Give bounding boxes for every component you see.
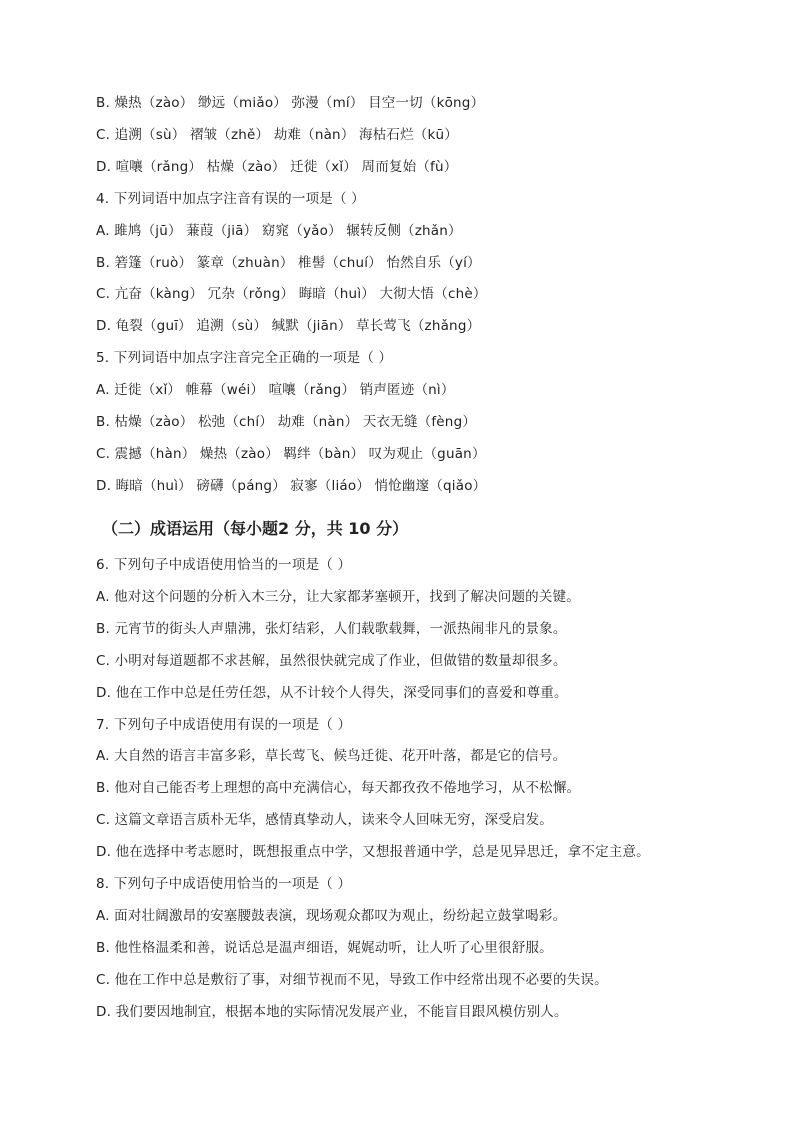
option-line: B. 他对自己能否考上理想的高中充满信心，每天都孜孜不倦地学习，从不松懈。 bbox=[96, 780, 581, 796]
option-line: A. 雎鸠（jū） 蒹葭（jiā） 窈窕（yǎo） 辗转反侧（zhǎn） bbox=[96, 223, 462, 239]
option-line: D. 他在工作中总是任劳任怨，从不计较个人得失，深受同事们的喜爱和尊重。 bbox=[96, 685, 568, 701]
option-line: B. 枯燥（zào） 松弛（chí） 劫难（nàn） 天衣无缝（fèng） bbox=[96, 414, 477, 430]
option-line: C. 这篇文章语言质朴无华，感情真挚动人，读来令人回味无穷，深受启发。 bbox=[96, 812, 554, 828]
option-line: D. 他在选择中考志愿时，既想报重点中学，又想报普通中学，总是见异思迁，拿不定主意。 bbox=[96, 844, 650, 860]
question-line: 8. 下列句子中成语使用恰当的一项是（ ） bbox=[96, 876, 352, 892]
option-line: D. 我们要因地制宜，根据本地的实际情况发展产业，不能盲目跟风模仿别人。 bbox=[96, 1004, 568, 1020]
option-line: C. 他在工作中总是敷衍了事，对细节视而不见，导致工作中经常出现不必要的失误。 bbox=[96, 972, 608, 988]
question-line: 5. 下列词语中加点字注音完全正确的一项是（ ） bbox=[96, 350, 393, 366]
option-line: C. 小明对每道题都不求甚解，虽然很快就完成了作业，但做错的数量却很多。 bbox=[96, 653, 567, 669]
question-line: 4. 下列词语中加点字注音有误的一项是（ ） bbox=[96, 191, 365, 207]
option-line: B. 元宵节的街头人声鼎沸，张灯结彩，人们载歌载舞，一派热闹非凡的景象。 bbox=[96, 621, 567, 637]
question-line: 6. 下列句子中成语使用恰当的一项是（ ） bbox=[96, 557, 352, 573]
option-line: A. 迁徙（xǐ） 帷幕（wéi） 喧嚷（rǎng） 销声匿迹（nì） bbox=[96, 382, 455, 398]
question-line: 7. 下列句子中成语使用有误的一项是（ ） bbox=[96, 717, 352, 733]
option-line: B. 箬篷（ruò） 篆章（zhuàn） 椎髻（chuí） 怡然自乐（yí） bbox=[96, 255, 481, 271]
option-line: C. 追溯（sù） 褶皱（zhě） 劫难（nàn） 海枯石烂（kū） bbox=[96, 127, 458, 143]
option-line: D. 喧嚷（rǎng） 枯燥（zào） 迁徙（xǐ） 周而复始（fù） bbox=[96, 159, 458, 175]
section-heading: （二）成语运用（每小题2 分，共 10 分） bbox=[102, 519, 409, 538]
option-line: A. 他对这个问题的分析入木三分，让大家都茅塞顿开，找到了解决问题的关键。 bbox=[96, 589, 580, 605]
option-line: A. 面对壮阔激昂的安塞腰鼓表演，现场观众都叹为观止，纷纷起立鼓掌喝彩。 bbox=[96, 908, 567, 924]
option-line: C. 亢奋（kàng） 冗杂（rǒng） 晦暗（huì） 大彻大悟（chè） bbox=[96, 286, 487, 302]
option-line: B. 他性格温柔和善，说话总是温声细语，娓娓动听，让人听了心里很舒服。 bbox=[96, 940, 553, 956]
option-line: D. 晦暗（huì） 磅礴（páng） 寂寥（liáo） 悄怆幽邃（qiǎo） bbox=[96, 478, 487, 494]
option-line: B. 燥热（zào） 缈远（miǎo） 弥漫（mí） 目空一切（kōng） bbox=[96, 95, 485, 111]
option-line: A. 大自然的语言丰富多彩，草长莺飞、候鸟迁徙、花开叶落，都是它的信号。 bbox=[96, 748, 567, 764]
option-line: C. 震撼（hàn） 燥热（zào） 羁绊（bàn） 叹为观止（guān） bbox=[96, 446, 486, 462]
option-line: D. 龟裂（guī） 追溯（sù） 缄默（jiān） 草长莺飞（zhǎng） bbox=[96, 318, 481, 334]
